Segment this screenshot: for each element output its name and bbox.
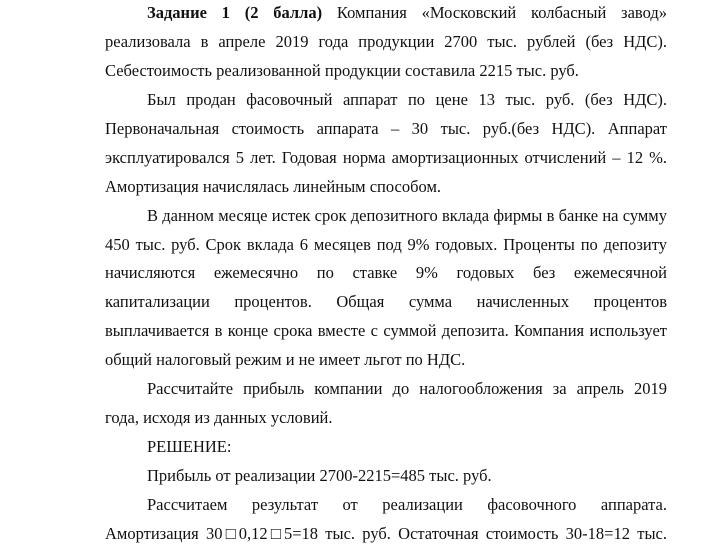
- task-title: Задание 1 (2 балла): [147, 3, 323, 22]
- task-p3-l1: В данном месяце истек срок депозитного вклада фирмы в банке на сумму: [147, 206, 667, 225]
- task-p1-l2: реализовала в апреле 2019 года продукции 2700 тыс. рублей (без НДС).: [105, 32, 667, 51]
- task-p3-l5: выплачивается в конце срока вместе с суммой депозита. Компания использует: [105, 321, 667, 340]
- task-p4-l2: года, исходя из данных условий.: [105, 408, 333, 427]
- solution-p5-l1: Рассчитаем результат от реализации фасовочного аппарата.: [147, 495, 667, 514]
- solution-heading: РЕШЕНИЕ:: [147, 437, 232, 456]
- task-p3-l6: общий налоговый режим и не имеет льгот по НДС.: [105, 350, 466, 369]
- task-p2-l4: Амортизация начислялась линейным способом.: [105, 177, 442, 196]
- task-p2-l3: эксплуатировался 5 лет. Годовая норма амортизационных отчислений – 12 %.: [105, 148, 667, 167]
- task-p3-l3: начисляются ежемесячно по ставке 9% годовых без ежемесячной: [105, 263, 667, 282]
- task-p1-l1: Компания «Московский колбасный завод»: [322, 3, 667, 22]
- task-p3-l4: капитализации процентов. Общая сумма начисленных процентов: [105, 292, 667, 311]
- task-p2-l2: Первоначальная стоимость аппарата – 30 тыс. руб.(без НДС). Аппарат: [105, 119, 667, 138]
- solution-profit-line: Прибыль от реализации 2700-2215=485 тыс. руб.: [147, 466, 492, 485]
- task-p2-l1: Был продан фасовочный аппарат по цене 13 тыс. руб. (без НДС).: [147, 90, 667, 109]
- task-p3-l2: 450 тыс. руб. Срок вклада 6 месяцев под 9% годовых. Проценты по депозиту: [105, 235, 667, 254]
- task-p4-l1: Рассчитайте прибыль компании до налогообложения за апрель 2019: [147, 379, 667, 398]
- task-paragraph-1-line-1: [105, 2, 667, 24]
- solution-p5-l2: Амортизация 30□0,12□5=18 тыс. руб. Остаточная стоимость 30-18=12 тыс.: [105, 524, 667, 543]
- task-p1-l3: Себестоимость реализованной продукции составила 2215 тыс. руб.: [105, 61, 579, 80]
